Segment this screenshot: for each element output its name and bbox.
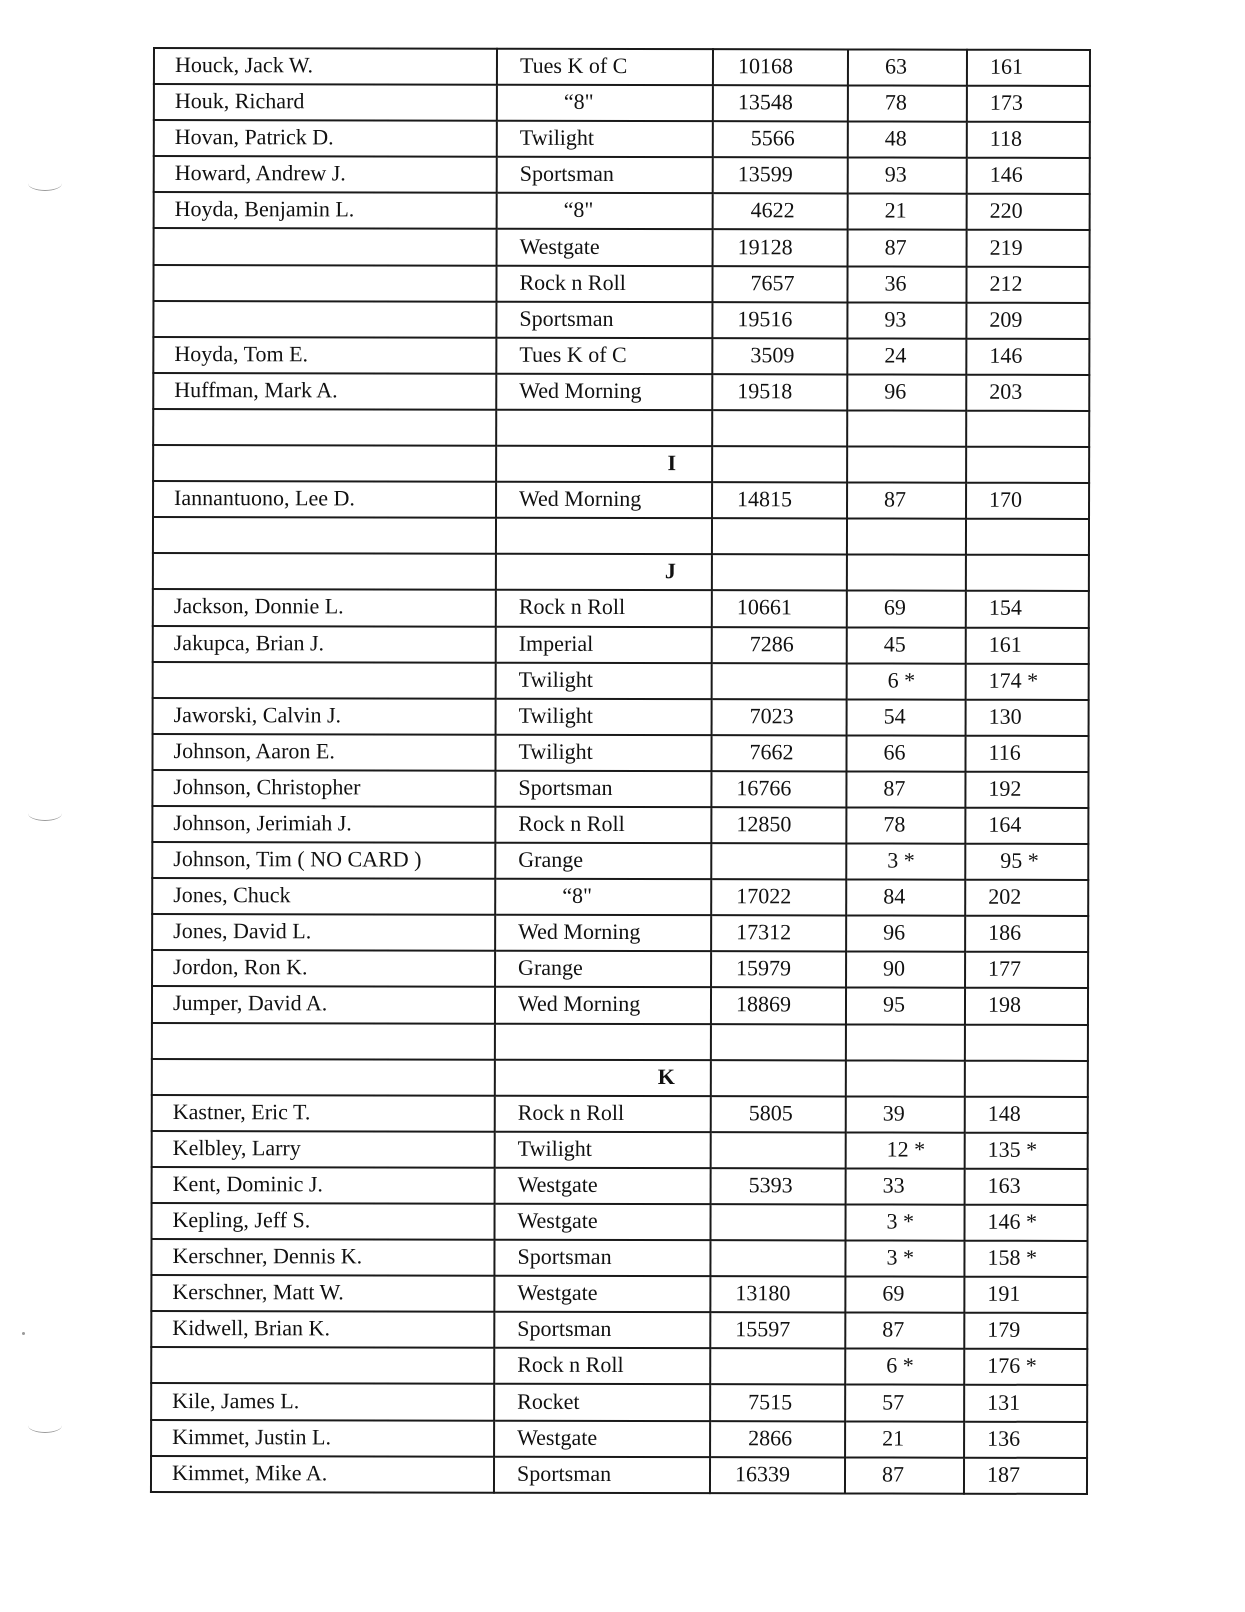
- games-cell: 63: [848, 49, 967, 85]
- games-cell: 33: [846, 1168, 965, 1204]
- empty-cell: [846, 1060, 965, 1096]
- games-cell: 21: [845, 1421, 964, 1457]
- section-letter-row: [153, 553, 1089, 591]
- games-cell: 69: [845, 1277, 964, 1313]
- average-cell: 118: [967, 122, 1090, 158]
- roster-row: [153, 626, 1089, 664]
- average-cell: 219: [967, 230, 1090, 266]
- card-number-cell: 19128: [713, 230, 848, 266]
- card-number-cell: 16339: [710, 1457, 845, 1493]
- roster-body: [151, 48, 1090, 1494]
- card-number-cell: 15597: [710, 1312, 845, 1348]
- league-cell: Rocket: [494, 1384, 710, 1421]
- league-cell: Rock n Roll: [495, 1095, 711, 1132]
- average-cell: 146: [966, 338, 1089, 374]
- games-cell: 39: [846, 1096, 965, 1132]
- league-cell: “8": [497, 85, 713, 122]
- bowler-name-cell: Kent, Dominic J.: [152, 1167, 495, 1204]
- bowler-name-cell: Houk, Richard: [154, 84, 497, 121]
- bowler-name-cell: Jaworski, Calvin J.: [153, 698, 496, 735]
- games-cell: 12 *: [846, 1132, 965, 1168]
- bowler-name-cell: Jakupca, Brian J.: [153, 626, 496, 663]
- roster-row: [152, 914, 1088, 952]
- card-number-cell: [710, 1240, 845, 1276]
- bowler-roster-table: [150, 47, 1091, 1495]
- games-cell: 6 *: [847, 663, 966, 699]
- blank-row: [152, 1023, 1088, 1061]
- average-cell: 161: [966, 627, 1089, 663]
- bowler-name-cell: Kimmet, Mike A.: [151, 1456, 494, 1493]
- average-cell: 164: [965, 808, 1088, 844]
- roster-row: [152, 1095, 1088, 1133]
- empty-cell: [153, 409, 496, 446]
- bowler-name-cell: Kastner, Eric T.: [152, 1095, 495, 1132]
- games-cell: 24: [847, 338, 966, 374]
- roster-row: [152, 1167, 1088, 1205]
- league-cell: “8": [495, 879, 711, 916]
- bowler-name-cell: Hoyda, Benjamin L.: [154, 192, 497, 229]
- games-cell: 78: [848, 86, 967, 122]
- empty-cell: [965, 1060, 1088, 1096]
- roster-row: [153, 337, 1089, 375]
- league-cell: Westgate: [495, 1168, 711, 1205]
- games-cell: 69: [847, 591, 966, 627]
- bowler-name-cell: Hoyda, Tom E.: [153, 337, 496, 374]
- games-cell: 36: [847, 266, 966, 302]
- roster-row: [152, 1203, 1088, 1241]
- card-number-cell: 5393: [711, 1168, 846, 1204]
- roster-row: [154, 48, 1090, 86]
- empty-cell: [847, 519, 966, 555]
- empty-cell: [966, 411, 1089, 447]
- roster-row: [152, 950, 1088, 988]
- bowler-name-cell: Kimmet, Justin L.: [151, 1420, 494, 1457]
- average-cell: 220: [967, 194, 1090, 230]
- section-letter: K: [495, 1059, 711, 1096]
- empty-cell: [966, 555, 1089, 591]
- roster-row: [151, 1347, 1087, 1385]
- league-cell: Westgate: [494, 1420, 710, 1457]
- bowler-name-cell: [153, 301, 496, 338]
- league-cell: Twilight: [496, 698, 712, 735]
- empty-cell: [846, 1024, 965, 1060]
- average-cell: 173: [967, 86, 1090, 122]
- games-cell: 87: [848, 230, 967, 266]
- section-letter: J: [496, 554, 712, 591]
- average-cell: 95 *: [965, 844, 1088, 880]
- empty-cell: [711, 1060, 846, 1096]
- empty-cell: [711, 1024, 846, 1060]
- roster-row: [151, 1275, 1087, 1313]
- average-cell: 135 *: [965, 1133, 1088, 1169]
- league-cell: Westgate: [495, 1204, 711, 1241]
- blank-row: [153, 517, 1089, 555]
- card-number-cell: 3509: [712, 338, 847, 374]
- average-cell: 212: [966, 266, 1089, 302]
- average-cell: 161: [967, 50, 1090, 86]
- empty-cell: [153, 445, 496, 482]
- empty-cell: [153, 553, 496, 590]
- average-cell: 198: [965, 988, 1088, 1024]
- card-number-cell: 13548: [713, 85, 848, 121]
- card-number-cell: 7286: [712, 627, 847, 663]
- roster-row: [151, 1239, 1087, 1277]
- roster-row: [152, 842, 1088, 880]
- card-number-cell: 5805: [711, 1096, 846, 1132]
- card-number-cell: 7515: [710, 1385, 845, 1421]
- average-cell: 209: [966, 302, 1089, 338]
- empty-cell: [496, 518, 712, 555]
- card-number-cell: 2866: [710, 1421, 845, 1457]
- empty-cell: [152, 1023, 495, 1060]
- league-cell: Rock n Roll: [496, 590, 712, 627]
- league-cell: Sportsman: [496, 301, 712, 338]
- roster-row: [151, 1311, 1087, 1349]
- games-cell: 3 *: [845, 1241, 964, 1277]
- average-cell: 163: [965, 1169, 1088, 1205]
- roster-row: [152, 806, 1088, 844]
- card-number-cell: 7662: [711, 735, 846, 771]
- roster-row: [151, 1456, 1087, 1494]
- games-cell: 3 *: [846, 1204, 965, 1240]
- roster-row: [153, 662, 1089, 700]
- bowler-name-cell: Jordon, Ron K.: [152, 950, 495, 987]
- average-cell: 202: [965, 880, 1088, 916]
- average-cell: 176 *: [964, 1349, 1087, 1385]
- card-number-cell: 14815: [712, 482, 847, 518]
- roster-row: [154, 156, 1090, 194]
- bowler-name-cell: Johnson, Jerimiah J.: [152, 806, 495, 843]
- card-number-cell: [711, 843, 846, 879]
- bowler-name-cell: Jackson, Donnie L.: [153, 589, 496, 626]
- roster-row: [153, 301, 1089, 339]
- card-number-cell: [711, 1132, 846, 1168]
- card-number-cell: 19518: [712, 374, 847, 410]
- card-number-cell: 12850: [711, 807, 846, 843]
- league-cell: Rock n Roll: [494, 1348, 710, 1385]
- card-number-cell: 17022: [711, 879, 846, 915]
- roster-row: [154, 228, 1090, 266]
- league-cell: Wed Morning: [496, 482, 712, 519]
- league-cell: Wed Morning: [495, 987, 711, 1024]
- roster-row: [153, 698, 1089, 736]
- roster-row: [153, 265, 1089, 303]
- roster-row: [152, 734, 1088, 772]
- roster-row: [151, 1420, 1087, 1458]
- games-cell: 84: [846, 880, 965, 916]
- games-cell: 21: [848, 194, 967, 230]
- bowler-name-cell: Jones, David L.: [152, 914, 495, 951]
- card-number-cell: 10661: [712, 591, 847, 627]
- average-cell: 187: [964, 1457, 1087, 1493]
- average-cell: 203: [966, 375, 1089, 411]
- games-cell: 87: [846, 771, 965, 807]
- card-number-cell: 19516: [712, 302, 847, 338]
- league-cell: Wed Morning: [496, 374, 712, 411]
- empty-cell: [152, 1059, 495, 1096]
- average-cell: 186: [965, 916, 1088, 952]
- card-number-cell: 10168: [713, 49, 848, 85]
- league-cell: Westgate: [497, 229, 713, 266]
- empty-cell: [712, 554, 847, 590]
- binder-hole-mark: [28, 1418, 62, 1433]
- empty-cell: [847, 410, 966, 446]
- card-number-cell: [711, 1204, 846, 1240]
- games-cell: 54: [847, 699, 966, 735]
- card-number-cell: 15979: [711, 952, 846, 988]
- average-cell: 148: [965, 1096, 1088, 1132]
- games-cell: 48: [848, 122, 967, 158]
- bowler-name-cell: Johnson, Christopher: [152, 770, 495, 807]
- bowler-name-cell: Johnson, Tim ( NO CARD ): [152, 842, 495, 879]
- empty-cell: [966, 447, 1089, 483]
- card-number-cell: [710, 1349, 845, 1385]
- bowler-name-cell: Huffman, Mark A.: [153, 373, 496, 410]
- bowler-name-cell: [153, 265, 496, 302]
- bowler-name-cell: [153, 662, 496, 699]
- blank-row: [153, 409, 1089, 447]
- league-cell: Grange: [495, 843, 711, 880]
- average-cell: 177: [965, 952, 1088, 988]
- roster-row: [152, 770, 1088, 808]
- average-cell: 154: [966, 591, 1089, 627]
- empty-cell: [712, 446, 847, 482]
- section-letter-row: [152, 1059, 1088, 1097]
- empty-cell: [847, 555, 966, 591]
- bowler-name-cell: Kile, James L.: [151, 1383, 494, 1420]
- average-cell: 116: [965, 735, 1088, 771]
- league-cell: Twilight: [495, 1132, 711, 1169]
- bowler-name-cell: Kidwell, Brian K.: [151, 1311, 494, 1348]
- league-cell: “8": [497, 193, 713, 230]
- average-cell: 179: [964, 1313, 1087, 1349]
- league-cell: Grange: [495, 951, 711, 988]
- games-cell: 87: [847, 483, 966, 519]
- league-cell: Sportsman: [494, 1240, 710, 1277]
- league-cell: Rock n Roll: [495, 807, 711, 844]
- empty-cell: [966, 519, 1089, 555]
- league-cell: Wed Morning: [495, 915, 711, 952]
- bowler-name-cell: Johnson, Aaron E.: [152, 734, 495, 771]
- bowler-name-cell: Jumper, David A.: [152, 986, 495, 1023]
- roster-row: [154, 120, 1090, 158]
- league-cell: Twilight: [496, 662, 712, 699]
- games-cell: 95: [846, 988, 965, 1024]
- league-cell: Tues K of C: [497, 49, 713, 86]
- card-number-cell: 13599: [713, 157, 848, 193]
- games-cell: 45: [847, 627, 966, 663]
- games-cell: 66: [846, 735, 965, 771]
- games-cell: 57: [845, 1385, 964, 1421]
- league-cell: Rock n Roll: [496, 265, 712, 302]
- games-cell: 93: [848, 158, 967, 194]
- league-cell: Tues K of C: [496, 337, 712, 374]
- scan-speck: [22, 1332, 25, 1335]
- card-number-cell: 16766: [711, 771, 846, 807]
- card-number-cell: 4622: [713, 194, 848, 230]
- bowler-name-cell: Jones, Chuck: [152, 878, 495, 915]
- card-number-cell: 13180: [710, 1276, 845, 1312]
- bowler-name-cell: Hovan, Patrick D.: [154, 120, 497, 157]
- games-cell: 6 *: [845, 1349, 964, 1385]
- empty-cell: [965, 1024, 1088, 1060]
- empty-cell: [712, 410, 847, 446]
- binder-hole-mark: [28, 806, 62, 821]
- roster-row: [152, 986, 1088, 1024]
- section-letter: I: [496, 446, 712, 483]
- games-cell: 96: [846, 916, 965, 952]
- average-cell: 146: [967, 158, 1090, 194]
- bowler-name-cell: [154, 228, 497, 265]
- empty-cell: [496, 410, 712, 447]
- empty-cell: [847, 446, 966, 482]
- section-letter-row: [153, 445, 1089, 483]
- roster-row: [153, 481, 1089, 519]
- roster-row: [152, 1131, 1088, 1169]
- league-cell: Sportsman: [495, 771, 711, 808]
- bowler-name-cell: [151, 1347, 494, 1384]
- bowler-name-cell: Kerschner, Matt W.: [151, 1275, 494, 1312]
- average-cell: 170: [966, 483, 1089, 519]
- empty-cell: [495, 1023, 711, 1060]
- card-number-cell: 7657: [712, 266, 847, 302]
- league-cell: Sportsman: [497, 157, 713, 194]
- average-cell: 192: [965, 772, 1088, 808]
- league-cell: Twilight: [495, 735, 711, 772]
- games-cell: 96: [847, 374, 966, 410]
- bowler-name-cell: Kerschner, Dennis K.: [151, 1239, 494, 1276]
- league-cell: Sportsman: [494, 1312, 710, 1349]
- roster-row: [151, 1383, 1087, 1421]
- average-cell: 191: [964, 1277, 1087, 1313]
- league-cell: Twilight: [497, 121, 713, 158]
- average-cell: 158 *: [964, 1241, 1087, 1277]
- games-cell: 3 *: [846, 844, 965, 880]
- roster-row: [152, 878, 1088, 916]
- roster-row: [154, 192, 1090, 230]
- games-cell: 78: [846, 807, 965, 843]
- league-cell: Westgate: [494, 1276, 710, 1313]
- bowler-name-cell: Iannantuono, Lee D.: [153, 481, 496, 518]
- games-cell: 93: [847, 302, 966, 338]
- card-number-cell: [712, 663, 847, 699]
- roster-row: [153, 589, 1089, 627]
- binder-hole-mark: [28, 176, 62, 191]
- games-cell: 87: [845, 1457, 964, 1493]
- empty-cell: [153, 517, 496, 554]
- average-cell: 136: [964, 1421, 1087, 1457]
- card-number-cell: 17312: [711, 915, 846, 951]
- card-number-cell: 18869: [711, 988, 846, 1024]
- bowler-name-cell: Kepling, Jeff S.: [152, 1203, 495, 1240]
- average-cell: 146 *: [965, 1205, 1088, 1241]
- bowler-name-cell: Kelbley, Larry: [152, 1131, 495, 1168]
- bowler-name-cell: Howard, Andrew J.: [154, 156, 497, 193]
- average-cell: 131: [964, 1385, 1087, 1421]
- roster-row: [154, 84, 1090, 122]
- average-cell: 130: [966, 699, 1089, 735]
- games-cell: 87: [845, 1313, 964, 1349]
- empty-cell: [712, 518, 847, 554]
- league-cell: Sportsman: [494, 1456, 710, 1493]
- roster-row: [153, 373, 1089, 411]
- card-number-cell: 5566: [713, 121, 848, 157]
- bowler-name-cell: Houck, Jack W.: [154, 48, 497, 85]
- average-cell: 174 *: [966, 663, 1089, 699]
- card-number-cell: 7023: [712, 699, 847, 735]
- games-cell: 90: [846, 952, 965, 988]
- league-cell: Imperial: [496, 626, 712, 663]
